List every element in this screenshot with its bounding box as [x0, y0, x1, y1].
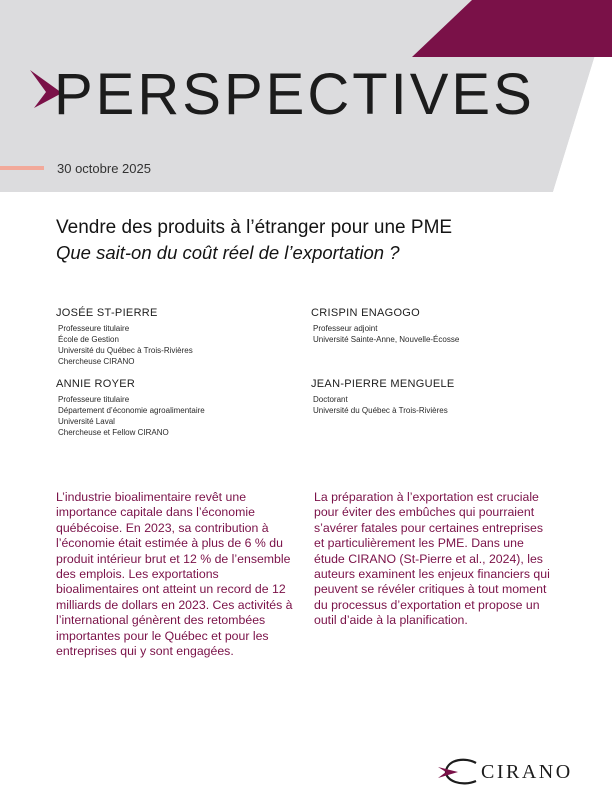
author-affiliation: École de Gestion [58, 335, 119, 344]
author-affiliation: Université du Québec à Trois-Rivières [58, 346, 193, 355]
cirano-logo-text: CIRANO [481, 761, 573, 783]
cirano-logo [436, 757, 604, 787]
header-salmon-bar [0, 166, 44, 170]
author-affiliation: Doctorant [313, 395, 348, 404]
document-subtitle: Que sait-on du coût réel de l’exportation ? [56, 242, 400, 263]
document-title: Vendre des produits à l’étranger pour une PME [56, 217, 453, 238]
author-affiliation: Université Sainte-Anne, Nouvelle-Écosse [313, 335, 460, 344]
author-name: ANNIE ROYER [56, 378, 136, 390]
author-affiliation: Université Laval [58, 417, 115, 426]
author-block [56, 378, 205, 438]
intro-column-left [56, 490, 298, 659]
author-block [56, 307, 193, 367]
intro-paragraph: L’industrie bioalimentaire revêt une importance capitale dans l’économie québécoise. En 2023, sa contribution à l’économie était estimée à plus de 6 % du produit intérieur brut et 12 % de l’ensemble des emplois. Les exportations bioalimentaires ont atteint un record de 12 milliards de dollars en 2023. Ces activités à l’international génèrent des retombées importantes pour le Québec et pour les entreprises qui y sont engagées. [56, 490, 293, 659]
author-name: CRISPIN ENAGOGO [311, 307, 421, 319]
intro-column-right [314, 490, 556, 629]
brand-title: PERSPECTIVES [54, 62, 535, 127]
author-affiliation: Chercheuse et Fellow CIRANO [58, 428, 169, 437]
author-block [311, 378, 455, 416]
author-affiliation: Professeure titulaire [58, 324, 130, 333]
author-block [311, 307, 459, 345]
author-affiliation: Chercheuse CIRANO [58, 357, 135, 366]
author-affiliation: Professeure titulaire [58, 395, 130, 404]
publication-date: 30 octobre 2025 [57, 161, 151, 176]
author-affiliation: Département d’économie agroalimentaire [58, 406, 205, 415]
author-name: JEAN-PIERRE MENGUELE [311, 378, 455, 390]
cirano-logo-icon [436, 757, 480, 787]
author-name: JOSÉE ST-PIERRE [56, 307, 158, 319]
author-affiliation: Professeur adjoint [313, 324, 378, 333]
intro-paragraph: La préparation à l’exportation est cruciale pour éviter des embûches qui pourraient s’avérer fatales pour certaines entreprises et particulièrement les PME. Dans une étude CIRANO (St-Pierre et al., 2024), les auteurs examinent les enjeux financiers qui peuvent se révéler critiques à tout moment du processus d’exportation et propose un outil d’aide à la planification. [314, 490, 550, 628]
author-affiliation: Université du Québec à Trois-Rivières [313, 406, 448, 415]
